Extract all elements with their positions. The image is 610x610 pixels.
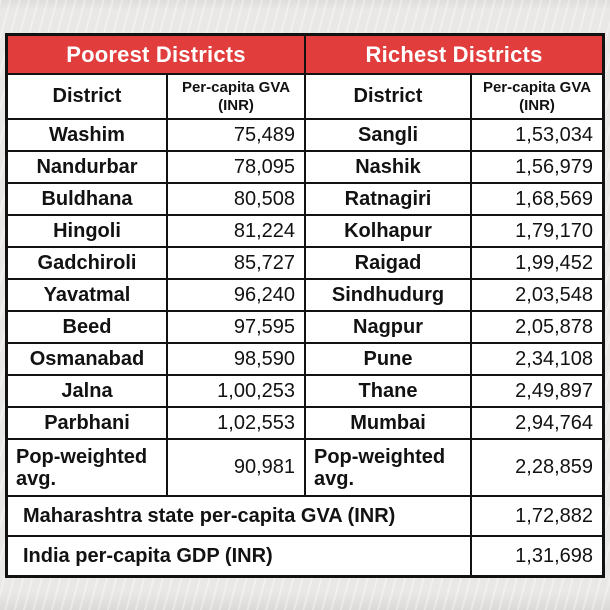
rich-gva-cell: 2,34,108 <box>470 342 602 374</box>
rich-gva-cell: 1,56,979 <box>470 150 602 182</box>
rich-district-cell: Nagpur <box>304 310 470 342</box>
column-header-gva-rich: Per-capita GVA (INR) <box>470 73 602 118</box>
poor-district-cell: Buldhana <box>8 182 166 214</box>
poor-district-cell: Beed <box>8 310 166 342</box>
poor-district-cell: Gadchiroli <box>8 246 166 278</box>
poor-gva-cell: 78,095 <box>166 150 304 182</box>
column-header-gva-poor: Per-capita GVA (INR) <box>166 73 304 118</box>
poor-gva-cell: 1,02,553 <box>166 406 304 438</box>
rich-district-cell: Thane <box>304 374 470 406</box>
rich-gva-cell: 2,03,548 <box>470 278 602 310</box>
rich-district-cell: Ratnagiri <box>304 182 470 214</box>
rich-gva-cell: 1,99,452 <box>470 246 602 278</box>
rich-pop-weighted-avg-value: 2,28,859 <box>470 438 602 495</box>
rich-gva-cell: 2,05,878 <box>470 310 602 342</box>
rich-district-cell: Sangli <box>304 118 470 150</box>
poor-pop-weighted-avg-label: Pop-weighted avg. <box>8 438 166 495</box>
rich-district-cell: Raigad <box>304 246 470 278</box>
rich-gva-cell: 1,79,170 <box>470 214 602 246</box>
rich-district-cell: Kolhapur <box>304 214 470 246</box>
poor-gva-cell: 1,00,253 <box>166 374 304 406</box>
poor-district-cell: Parbhani <box>8 406 166 438</box>
poor-district-cell: Osmanabad <box>8 342 166 374</box>
column-header-district-rich: District <box>304 73 470 118</box>
rich-gva-cell: 1,68,569 <box>470 182 602 214</box>
maharashtra-gva-label: Maharashtra state per-capita GVA (INR) <box>8 495 470 535</box>
poor-gva-cell: 96,240 <box>166 278 304 310</box>
poor-gva-cell: 80,508 <box>166 182 304 214</box>
poor-district-cell: Hingoli <box>8 214 166 246</box>
header-richest-districts: Richest Districts <box>304 36 602 73</box>
rich-gva-cell: 1,53,034 <box>470 118 602 150</box>
rich-gva-cell: 2,49,897 <box>470 374 602 406</box>
poor-gva-cell: 85,727 <box>166 246 304 278</box>
header-poorest-districts: Poorest Districts <box>8 36 304 73</box>
poor-district-cell: Nandurbar <box>8 150 166 182</box>
india-gdp-label: India per-capita GDP (INR) <box>8 535 470 575</box>
column-header-district-poor: District <box>8 73 166 118</box>
poor-gva-cell: 97,595 <box>166 310 304 342</box>
poor-district-cell: Jalna <box>8 374 166 406</box>
rich-gva-cell: 2,94,764 <box>470 406 602 438</box>
poor-gva-cell: 75,489 <box>166 118 304 150</box>
poor-district-cell: Washim <box>8 118 166 150</box>
poor-pop-weighted-avg-value: 90,981 <box>166 438 304 495</box>
rich-district-cell: Sindhudurg <box>304 278 470 310</box>
gva-comparison-table <box>5 33 605 578</box>
rich-district-cell: Nashik <box>304 150 470 182</box>
rich-district-cell: Mumbai <box>304 406 470 438</box>
poor-district-cell: Yavatmal <box>8 278 166 310</box>
rich-district-cell: Pune <box>304 342 470 374</box>
maharashtra-gva-value: 1,72,882 <box>470 495 602 535</box>
poor-gva-cell: 98,590 <box>166 342 304 374</box>
poor-gva-cell: 81,224 <box>166 214 304 246</box>
india-gdp-value: 1,31,698 <box>470 535 602 575</box>
rich-pop-weighted-avg-label: Pop-weighted avg. <box>304 438 470 495</box>
